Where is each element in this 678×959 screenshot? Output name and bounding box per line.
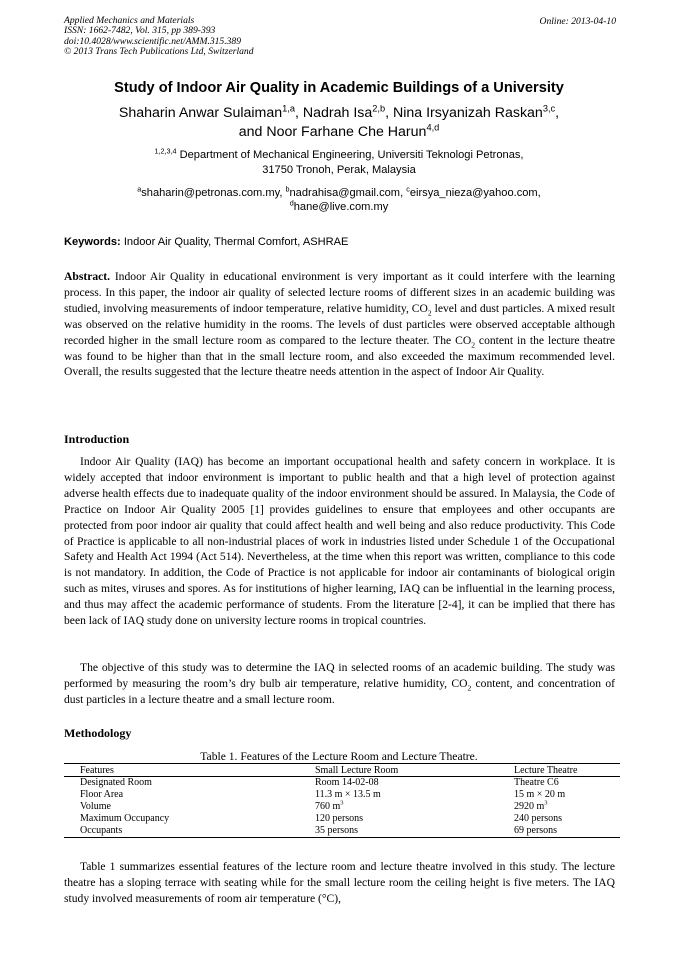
abstract-label: Abstract. <box>64 270 111 283</box>
unit-sup: 3 <box>340 799 344 807</box>
abstract-text: Indoor Air Quality in educational environment is very important as it could interfere with the learning process. In this paper, the indoor air quality of selected lecture rooms of different sizes in an academic building was studied, involving measurements of indoor temperature, relative humidity, CO <box>64 270 615 315</box>
table-cell: Designated Room <box>80 777 152 788</box>
table-row <box>64 813 620 825</box>
table-cell: Occupants <box>64 825 299 838</box>
email-sup: c <box>406 184 410 194</box>
table-header-row <box>64 764 620 777</box>
table-header-cell: Features <box>64 764 299 777</box>
table-cell: Theatre C6 <box>514 777 559 788</box>
keywords-text: Indoor Air Quality, Thermal Comfort, ASHRAE <box>123 236 349 248</box>
journal-header <box>64 16 254 58</box>
table-cell: 120 persons <box>315 813 364 824</box>
online-date: Online: 2013-04-10 <box>539 16 616 27</box>
affiliation-sup: 1,2,3,4 <box>154 146 177 156</box>
table-cell <box>299 801 498 813</box>
table-cell: Floor Area <box>80 789 124 800</box>
authors-and: and <box>238 124 263 140</box>
author-sup: 1,a <box>282 103 295 114</box>
unit-sup: 3 <box>544 799 548 807</box>
email-link[interactable]: shaharin@petronas.com.my <box>141 187 280 199</box>
introduction-heading: Introduction <box>64 432 130 446</box>
table-cell: Room 14-02-08 <box>315 777 379 788</box>
table-header-cell: Lecture Theatre <box>498 764 620 777</box>
paper-title: Study of Indoor Air Quality in Academic Buildings of a University <box>114 80 564 96</box>
table-cell: Volume <box>80 801 111 812</box>
journal-name: Applied Mechanics and Materials <box>64 15 195 26</box>
email-sup: a <box>137 184 142 194</box>
table-header-cell: Small Lecture Room <box>299 764 498 777</box>
table-row <box>64 801 620 813</box>
intro-text: The objective of this study was to determine the IAQ in selected rooms of an academic building. The study was performed by measuring the room’s dry bulb air temperature, relative humidity, CO <box>64 661 615 690</box>
author-sup: 4,d <box>426 122 440 133</box>
table-cell: 240 persons <box>514 813 563 824</box>
introduction-paragraph-1: Indoor Air Quality (IAQ) has become an important occupational health and safety concern in workplace. It is widely accepted that indoor environment is important to public health and that a high level of protection against adverse health effects due to inadequate quality of the indoor environment should be assured. In Malaysia, the Code of Practice on Indoor Air Quality 2005 [1] provides guidelines to ensure that employees and other occupants are protected from poor indoor air quality that could affect health and well being and also reduce productivity. This Code of Practice is applicable to all non-industrial places of work in industries listed under Schedule 1 of the Occupational Safety and Health Act 1994 (Act 514). Nevertheless, at the time when this report was written, compliance to this code is not mandatory. In addition, the Code of Practice is not applicable for indoor air contaminants of biological origin such as mites, viruses and spores. As for institutions of higher learning, IAQ can be influential in the learning process, and thus may affect the academic performance of students. From the literature [2-4], it can be implied that there has been lack of IAQ study done on university lecture rooms in tropical countries. <box>64 455 615 628</box>
table-cell: 11.3 m × 13.5 m <box>315 789 381 800</box>
author-sup: 3,c <box>542 103 556 114</box>
author-sup: 2,b <box>372 103 386 114</box>
table-caption: Table 1. Features of the Lecture Room and Lecture Theatre. <box>200 750 478 763</box>
affiliation <box>0 148 678 177</box>
volume-value: 760 m <box>315 801 341 812</box>
methodology-heading: Methodology <box>64 726 132 740</box>
introduction-paragraph-2 <box>64 660 615 708</box>
author-name: Noor Farhane Che Harun <box>266 124 427 140</box>
volume-value: 2920 m <box>514 801 545 812</box>
author-name: Shaharin Anwar Sulaiman <box>118 105 283 121</box>
table-cell: 15 m × 20 m <box>514 789 566 800</box>
keywords <box>64 236 348 248</box>
author-list: Shaharin Anwar Sulaiman$^{1,a}$, Nadrah Isa$^{2,b}$, Nina Irsyanizah Raskan$^{3,c}$, and Noor Farhane Che Harun$^{4,d}$ <box>118 103 560 140</box>
author-name: Nadrah Isa <box>302 105 373 121</box>
email-sup: b <box>285 184 290 194</box>
affiliation-line2: 31750 Tronoh, Perak, Malaysia <box>262 163 416 176</box>
keywords-label: Keywords: <box>64 236 121 248</box>
copyright: © 2013 Trans Tech Publications Ltd, Switzerland <box>64 46 254 58</box>
email-link[interactable]: eirsya_nieza@yahoo.com <box>409 187 538 199</box>
table-cell: 69 persons <box>498 825 620 838</box>
email-link[interactable]: hane@live.com.my <box>293 201 389 213</box>
doi: doi:10.4028/www.scientific.net/AMM.315.389 <box>64 35 242 47</box>
methodology-paragraph: Table 1 summarizes essential features of the lecture room and lecture theatre involved in this study. The lecture theatre has a sloping terrace with seating while for the small lecture room the ceiling height is five meters. The IAQ study involved measurements of room air temperature (°C), <box>64 860 615 905</box>
intro-text: content, and concentration of dust particles in a lecture theatre and a small lecture room. <box>64 676 615 706</box>
table-cell: 35 persons <box>299 825 498 838</box>
co2-subscript: 2 <box>427 308 432 318</box>
email-sup: d <box>289 198 294 208</box>
co2-subscript: 2 <box>471 339 475 349</box>
issn: ISSN: 1662-7482, Vol. 315, pp 389-393 <box>64 25 216 37</box>
abstract-text: level and dust particles. A mixed result was observed on the relative humidity in the rooms. The levels of dust particles were observed acceptable although recorded higher in the small lecture room as compared to the lecture theater. The CO <box>64 301 615 347</box>
abstract <box>64 269 615 380</box>
abstract-text: content in the lecture theatre was found to be higher than that in the small lecture room, and also exceeded the maximum recommended level. Overall, the results suggested that the lecture theatre needs attention in the aspect of Indoor Air Quality. <box>64 333 616 379</box>
table-cell <box>498 801 620 813</box>
email-list: $^a$shaharin@petronas.com.my, $^b$nadrahisa@gmail.com, $^c$eirsya_nieza@yahoo.com, $^d$hane@live.com.my <box>137 184 541 213</box>
table-row <box>64 825 620 838</box>
table-cell: Maximum Occupancy <box>80 813 170 824</box>
email-link[interactable]: nadrahisa@gmail.com <box>289 187 401 199</box>
features-table <box>64 763 620 838</box>
author-name: Nina Irsyanizah Raskan <box>393 105 543 121</box>
co2-subscript: 2 <box>467 683 472 693</box>
table-row <box>64 777 620 790</box>
affiliation-line1: Department of Mechanical Engineering, Universiti Teknologi Petronas, <box>179 149 524 161</box>
